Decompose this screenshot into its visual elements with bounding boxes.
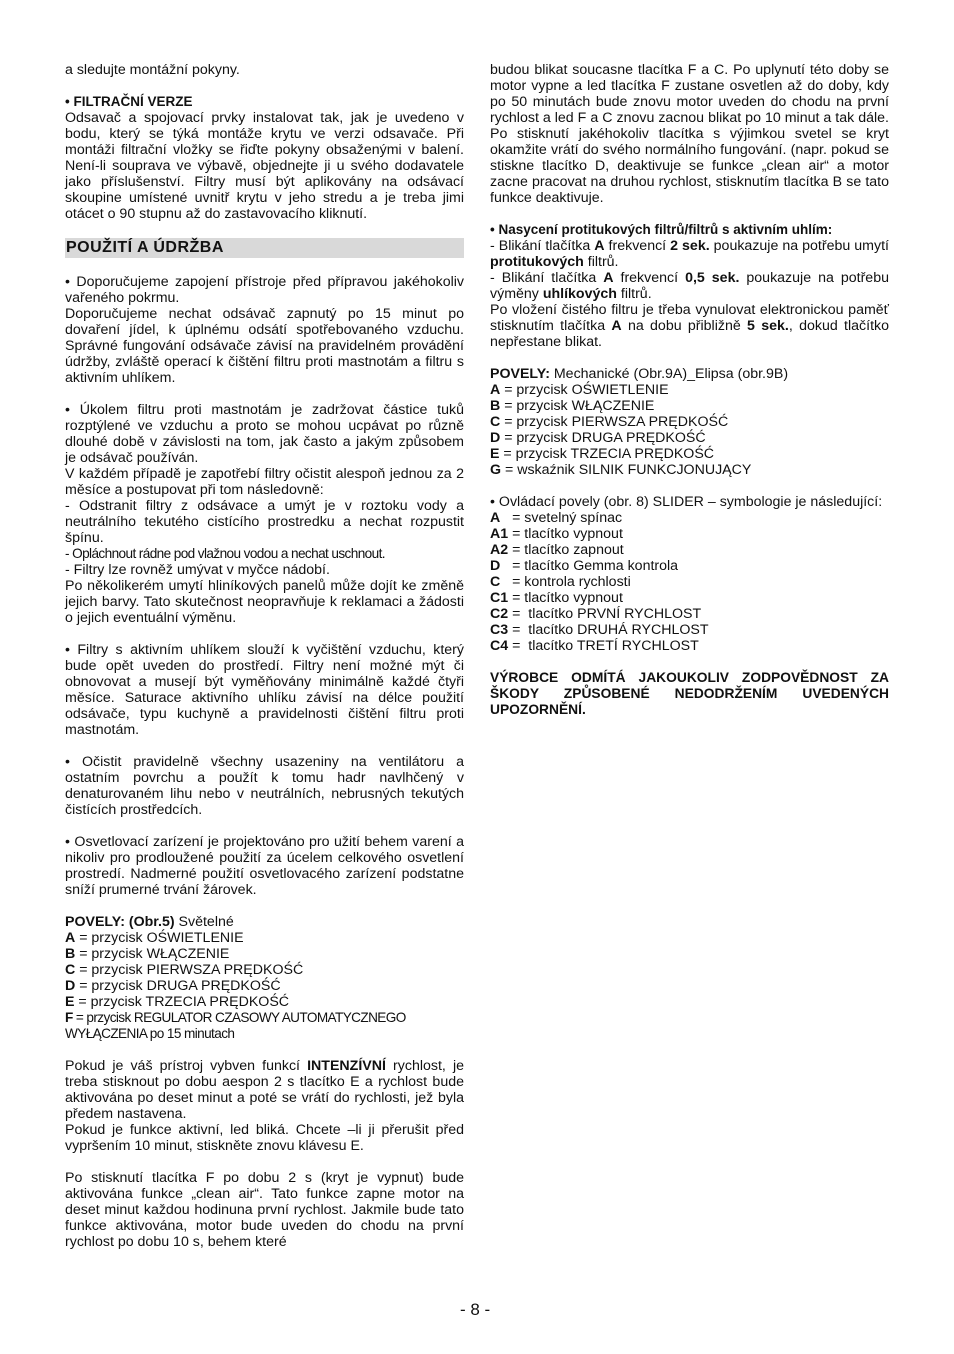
slider-line: D = tlacítko Gemma kontrola — [490, 558, 679, 574]
slider-intro: • Ovládací povely (obr. 8) SLIDER – symbologie je následující: — [490, 494, 883, 510]
command-line: C = przycisk PIERWSZA PRĘDKOŚĆ — [65, 962, 304, 978]
command-line: A = przycisk OŚWIETLENIE — [65, 930, 244, 946]
paragraph-4: • Očistit pravidelně všechny usazeniny na ventilátoru a ostatním povrchu a použít k tomu hadr navlhčený v denaturovaném lihu nebo v neutrálních, nebrusných tekutých čistících prostředcích. — [65, 754, 464, 818]
slider-line: C3 = tlacítko DRUHÁ RYCHLOST — [490, 622, 709, 638]
paragraph-2f: Po několikerém umytí hliníkových panelů může dojít ke změně jejich barvy. Tato skutečnost neopravňuje k reklamaci a žádosti o jejich eventuální výměnu. — [65, 578, 464, 626]
command-line: B = przycisk WŁĄCZENIE — [65, 946, 230, 962]
paragraph-2c: - Odstranit filtry z odsávace a umýt je v roztoku vody a neutrálního tekutého cistícího prostredku a nechat rozpustit špínu. — [65, 498, 464, 546]
saturation-heading: • Nasycení protitukových filtrů/filtrů s aktivním uhlím: — [490, 222, 833, 237]
page-number: - 8 - — [460, 1300, 491, 1319]
command-line: C = przycisk PIERWSZA PRĘDKOŚĆ — [490, 414, 729, 430]
command-line: F = przycisk REGULATOR CZASOWY AUTOMATYCZNEGO WYŁĄCZENIA po 15 minutach — [65, 1010, 406, 1041]
filter-heading: • FILTRAČNÍ VERZE — [65, 94, 193, 109]
command-line: A = przycisk OŚWIETLENIE — [490, 382, 669, 398]
saturation-line-1: - Blikání tlačítka A frekvencí 2 sek. poukazuje na potřebu umytí protitukových filtrů. — [490, 238, 889, 270]
intensive-text-2: Pokud je funkce aktivní, led bliká. Chcete –li ji přerušit před vypršením 10 minut, stiskněte znovu klávesu E. — [65, 1122, 464, 1154]
slider-line: C4 = tlacítko TRETÍ RYCHLOST — [490, 638, 699, 654]
slider-line: C2 = tlacítko PRVNÍ RYCHLOST — [490, 606, 702, 622]
filter-text: Odsavač a spojovací prvky instalovat tak, jak je uvedeno v bodu, který se týká montáže krytu ve verzi odsavače. Při montáži filtrační vložky se řiďte pokyny obsaženými v balení. Není-li souprava ve výbavě, objednejte ji u svého dodavatele jako příslušenství. Filtry musí být aplikovány na odsávací skoupine umístené uvnitř krytu v jeho stredu a je treba jimi otácet o 90 stupnu až do zastavovacího kliknutí. — [65, 110, 464, 222]
commands-heading: POVELY: Mechanické (Obr.9A)_Elipsa (obr.9B) — [490, 366, 789, 382]
right-column — [490, 62, 889, 718]
paragraph-5: • Osvetlovací zarízení je projektováno pro užití behem varení a nikoliv pro prodloužené použití za úcelem celkového osvetlení prostredí. Nadmerné použití osvetlovacého zarízení podstatne sníží prumerné trvání žárovek. — [65, 834, 464, 898]
paragraph-2a: • Úkolem filtru proti mastnotám je zadržovat částice tuků rozptýlené ve vzduchu a proto se mohou ucpávat po různě dlouhé době v závislosti na tom, jak často a jakým způsobem je odsávač používán. — [65, 402, 464, 466]
clean-air-text: Po stisknutí tlacítka F po dobu 2 s (kryt je vypnut) bude aktivována funkce „clean air“. Tato funkce zapne motor na deset minut každou hodinuna první rychlost. Jakmile bude tato funkce aktivována, motor bude uveden do chodu na první rychlost po dobu 10 s, behem které — [65, 1170, 464, 1250]
command-line: D = przycisk DRUGA PRĘDKOŚĆ — [490, 430, 706, 446]
paragraph-1b: Doporučujeme nechat odsávač zapnutý po 15 minut po dovaření jídel, k úplnému odsátí spotřebovaného vzduchu. Správné fungování odsávače závisí na pravidelném provádění údržby, zvláště operací k čištění filtru proti mastnotám a filtru s aktivním uhlíkem. — [65, 306, 464, 386]
paragraph-2d: - Opláchnout rádne pod vlažnou vodou a nechat uschnout. — [65, 546, 385, 561]
paragraph-3: • Filtry s aktivním uhlíkem slouží k vyčištění vzduchu, který bude opět uveden do prostředí. Filtry není možné mýt či obnovovat a musejí být vyměňovány minimálně každé čtyři měsíce. Saturace aktivního uhlíku závisí na délce použití odsávače, typu kuchyně a pravidelnosti čištění filtru proti mastnotám. — [65, 642, 464, 738]
intensive-text: Pokud je váš prístroj vybven funkcí INTENZÍVNÍ rychlost, je treba stisknout po dobu aespon 2 s tlacítko E a rychlost bude aktivována po deset minut a poté se vrátí do rychlosti, jež byla předem nastavena. — [65, 1058, 464, 1122]
saturation-line-2: - Blikání tlačítka A frekvencí 0,5 sek. poukazuje na potřebu výměny uhlíkových filtrů. — [490, 270, 889, 302]
slider-line: C = kontrola rychlosti — [490, 574, 631, 590]
command-line: G = wskaźnik SILNIK FUNKCJONUJĄCY — [490, 462, 752, 478]
command-line: E = przycisk TRZECIA PRĘDKOŚĆ — [490, 446, 715, 462]
slider-line: C1 = tlacítko vypnout — [490, 590, 623, 606]
continuation-text: budou blikat soucasne tlacítka F a C. Po uplynutí této doby se motor vypne a led tlacítka F zustane osvetlen až do doby, kdy po 50 minutách bude znovu motor uveden do chodu na první rychlost a led F a C znovu zacnou blikat po 10 minut a tak dále. Po stisknutí jakéhokoliv tlacítka s výjimkou svetel se kryt okamžite vrátí do svého normálního fungování. (napr. pokud se stiskne tlacítko D, deaktivuje se funkce „clean air“ a motor zacne pracovat na druhou rychlost, stisknutím tlacítka B se tato funkce deaktivuje. — [490, 62, 889, 206]
paragraph-2b: V každém případě je zapotřebí filtry očistit alespoň jednou za 2 měsíce a postupovat při tom následovně: — [65, 466, 464, 498]
intro-text: a sledujte montážní pokyny. — [65, 62, 240, 78]
command-line: E = przycisk TRZECIA PRĘDKOŚĆ — [65, 994, 290, 1010]
slider-line: A = svetelný spínac — [490, 510, 623, 526]
liability-warning: VÝROBCE ODMÍTÁ JAKOUKOLIV ZODPOVĚDNOST ZA ŠKODY ZPŮSOBENÉ NEDODRŽENÍM UVEDENÝCH UPOZORNĚNÍ. — [490, 670, 889, 717]
paragraph-2e: - Filtry lze rovněž umývat v myčce nádobí. — [65, 562, 330, 578]
commands-heading: POVELY: (Obr.5) Světelné — [65, 914, 234, 930]
left-column — [65, 62, 464, 1250]
slider-line: A2 = tlacítko zapnout — [490, 542, 624, 558]
slider-line: A1 = tlacítko vypnout — [490, 526, 623, 542]
section-heading: POUŽITÍ A ÚDRŽBA — [65, 238, 464, 258]
paragraph-1a: • Doporučujeme zapojení přístroje před přípravou jakéhokoliv vařeného pokrmu. — [65, 274, 464, 306]
command-line: B = przycisk WŁĄCZENIE — [490, 398, 655, 414]
command-line: D = przycisk DRUGA PRĘDKOŚĆ — [65, 978, 281, 994]
saturation-line-3: Po vložení čistého filtru je třeba vynulovat elektronickou paměť stisknutím tlačítka A na dobu přibližně 5 sek., dokud tlačítko nepřestane blikat. — [490, 302, 890, 350]
